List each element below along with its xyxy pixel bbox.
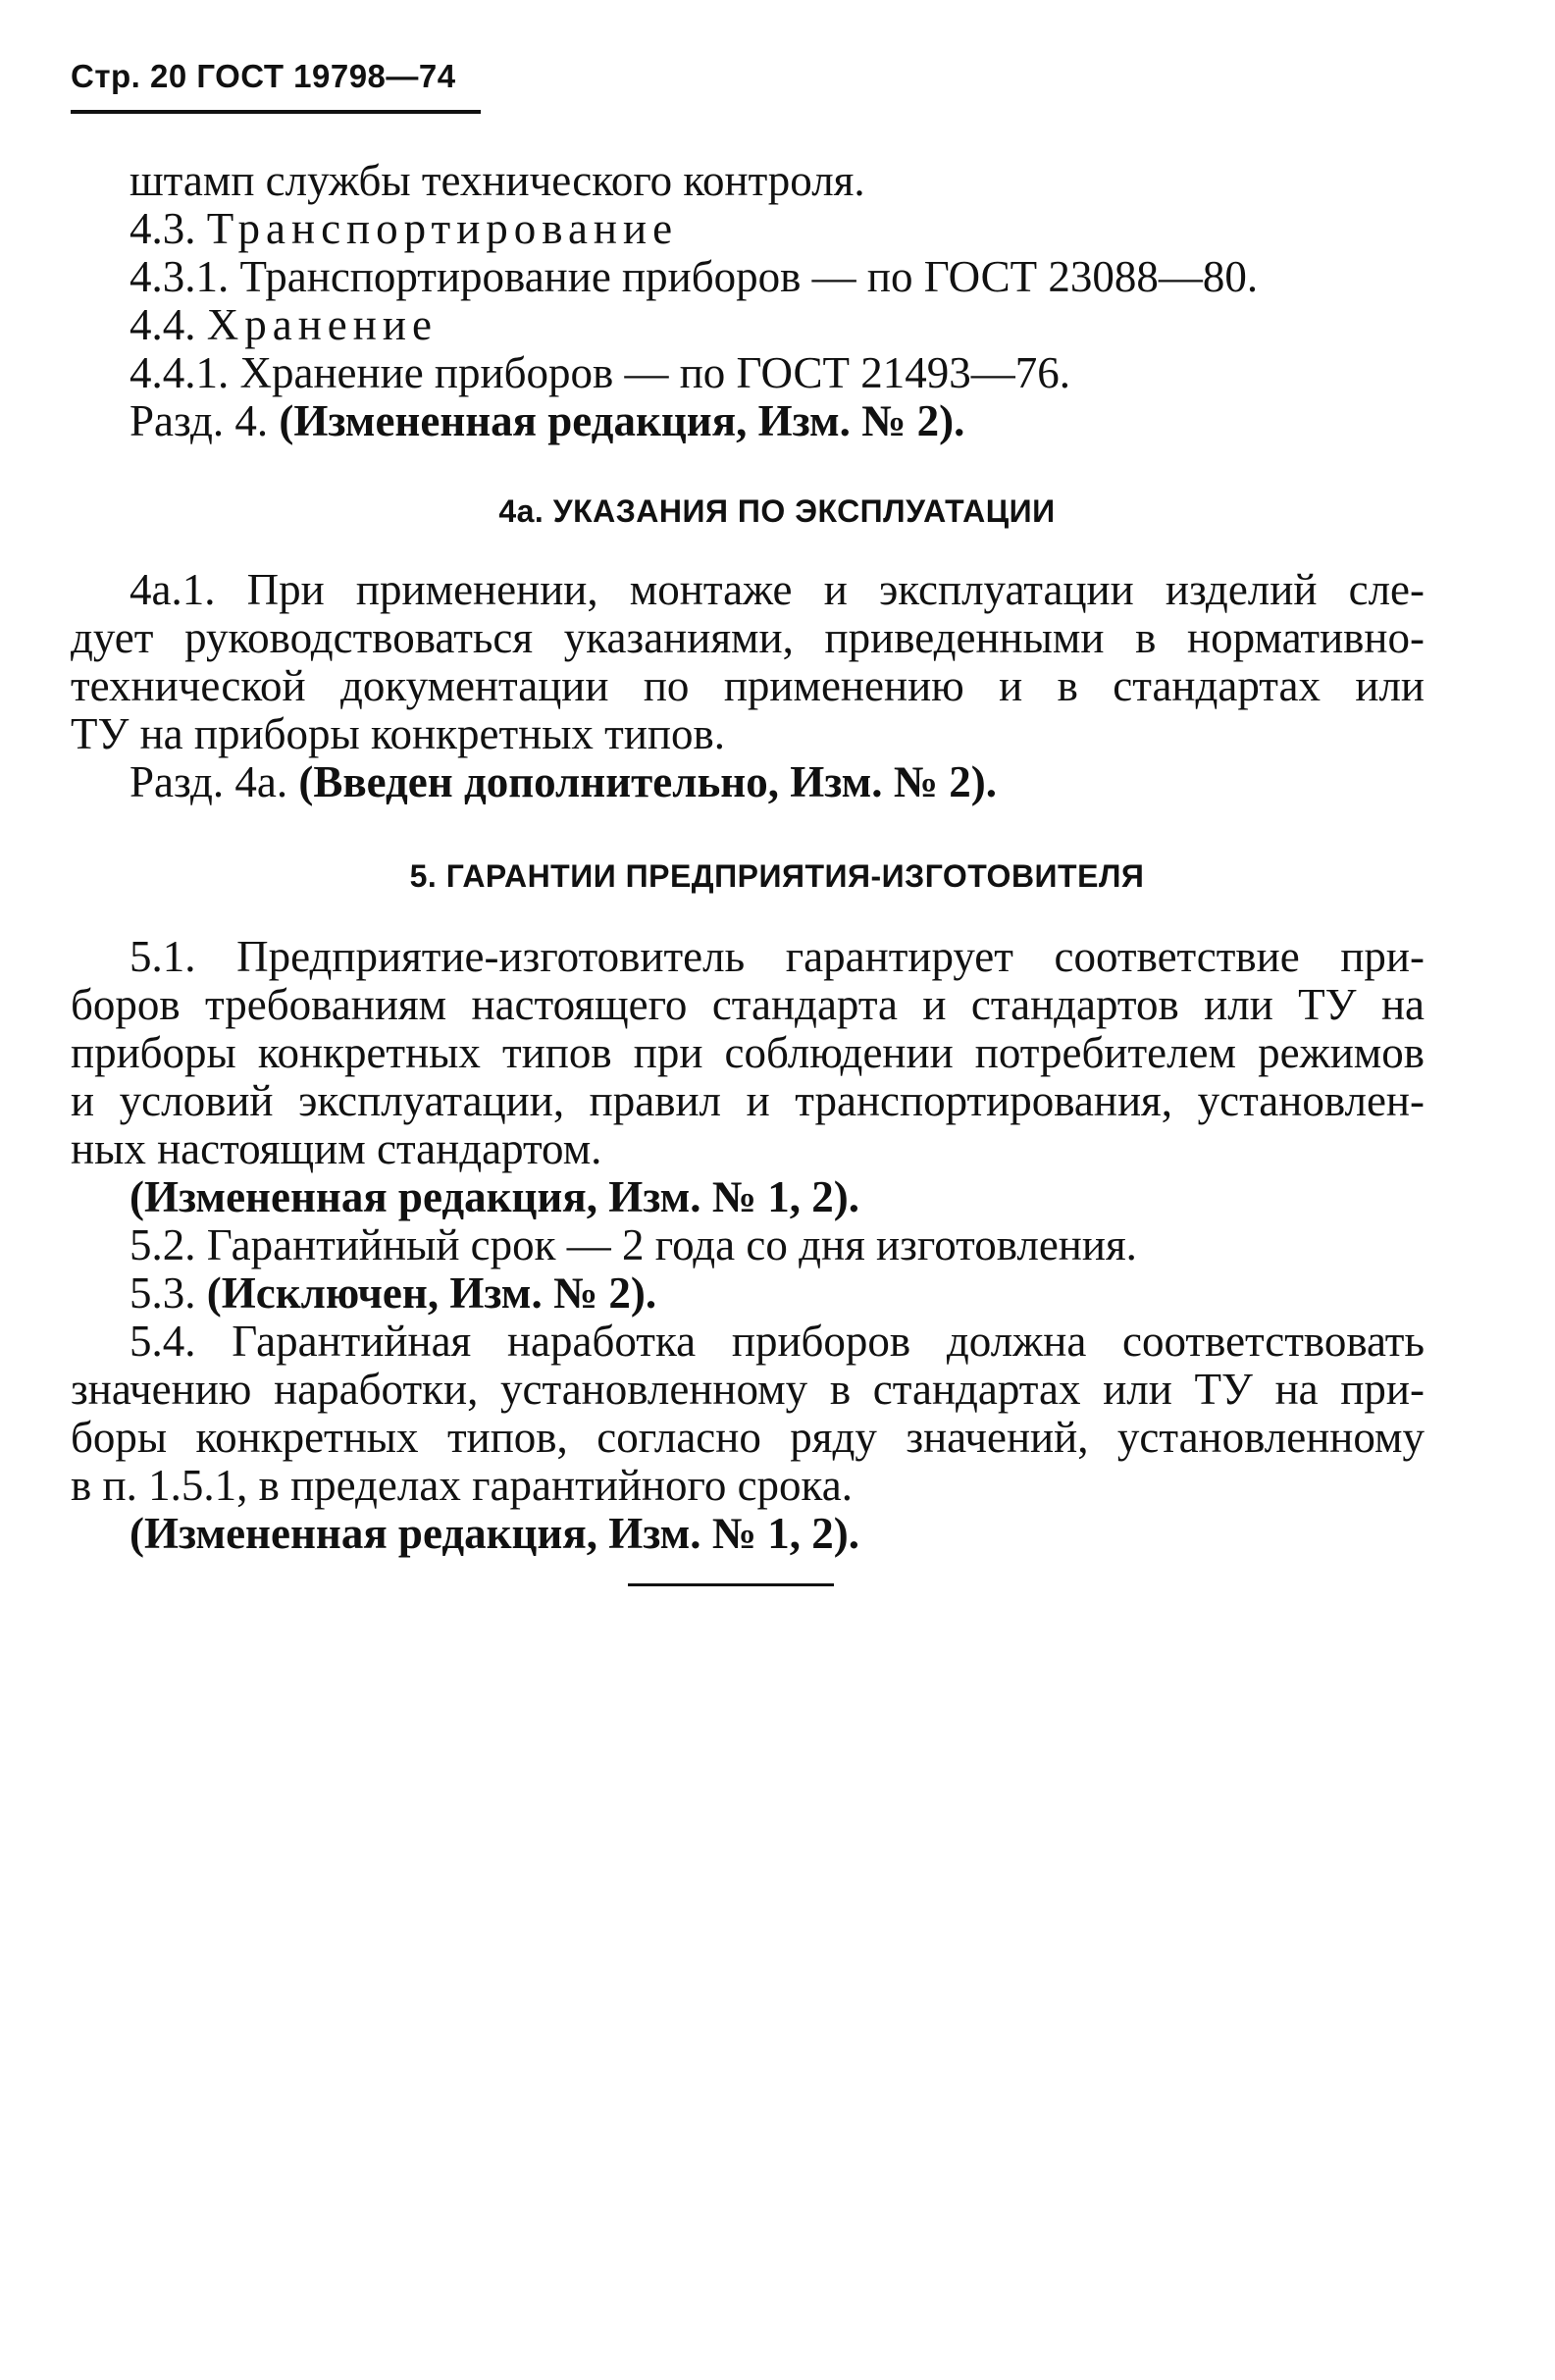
page-header-title: Стр. 20 ГОСТ 19798—74 bbox=[71, 58, 456, 94]
transport-number: 4.3. bbox=[130, 204, 196, 253]
stamp-line: штамп службы технического контроля. bbox=[130, 156, 865, 205]
p51-line-1: 5.1. Предприятие-изготовитель гарантирует соответствие при- bbox=[130, 932, 1425, 981]
p4a1-line-3: технической документации по применению и в стандартах или bbox=[71, 661, 1425, 710]
end-rule bbox=[628, 1583, 834, 1586]
p54-note: (Измененная редакция, Изм. № 1, 2). bbox=[130, 1509, 860, 1558]
storage-heading bbox=[71, 301, 1425, 349]
p54-line-2: значению наработки, установленному в стандартах или ТУ на при- bbox=[71, 1365, 1425, 1414]
transport-heading bbox=[71, 205, 1425, 253]
header-rule bbox=[71, 110, 481, 114]
storage-item: 4.4.1. Хранение приборов — по ГОСТ 21493—76. bbox=[130, 348, 1070, 397]
section4a-note bbox=[71, 758, 1425, 806]
section4-note-bold: (Измененная редакция, Изм. № 2). bbox=[279, 396, 965, 445]
storage-number: 4.4. bbox=[130, 300, 196, 349]
p54-line-4: в п. 1.5.1, в пределах гарантийного срока. bbox=[71, 1461, 853, 1510]
p4a1-line-1: 4а.1. При применении, монтаже и эксплуатации изделий сле- bbox=[130, 565, 1425, 614]
p54-line-1: 5.4. Гарантийная наработка приборов должна соответствовать bbox=[130, 1317, 1425, 1366]
section4-note bbox=[71, 397, 1425, 445]
p54-line-3: боры конкретных типов, согласно ряду значений, установленному bbox=[71, 1413, 1425, 1462]
p51-line-3: приборы конкретных типов при соблюдении потребителем режимов bbox=[71, 1028, 1425, 1077]
p52: 5.2. Гарантийный срок — 2 года со дня изготовления. bbox=[130, 1220, 1137, 1269]
section4-note-prefix: Разд. 4. bbox=[130, 396, 269, 445]
p51-line-2: боров требованиям настоящего стандарта и стандартов или ТУ на bbox=[71, 980, 1425, 1029]
document-body bbox=[71, 157, 1425, 1558]
page-header bbox=[71, 57, 481, 116]
transport-item: 4.3.1. Транспортирование приборов — по ГОСТ 23088—80. bbox=[130, 252, 1259, 301]
p51-line-5: ных настоящим стандартом. bbox=[71, 1124, 602, 1173]
storage-title: Хранение bbox=[206, 300, 438, 349]
p51-note: (Измененная редакция, Изм. № 1, 2). bbox=[130, 1172, 860, 1221]
section5-heading: 5. ГАРАНТИИ ПРЕДПРИЯТИЯ-ИЗГОТОВИТЕЛЯ bbox=[409, 858, 1145, 894]
p51-line-4: и условий эксплуатации, правил и транспортирования, установлен- bbox=[71, 1076, 1425, 1125]
transport-title: Транспортирование bbox=[206, 204, 679, 253]
p53-bold: (Исключен, Изм. № 2). bbox=[206, 1268, 657, 1318]
section4a-note-prefix: Разд. 4а. bbox=[130, 757, 288, 806]
section4a-heading: 4а. УКАЗАНИЯ ПО ЭКСПЛУАТАЦИИ bbox=[498, 493, 1056, 529]
p4a1-line-2: дует руководствоваться указаниями, приведенными в нормативно- bbox=[71, 613, 1425, 662]
p53 bbox=[71, 1269, 1425, 1318]
p4a1-line-4: ТУ на приборы конкретных типов. bbox=[71, 709, 726, 758]
p53-number: 5.3. bbox=[130, 1268, 196, 1318]
section4a-note-bold: (Введен дополнительно, Изм. № 2). bbox=[298, 757, 997, 806]
